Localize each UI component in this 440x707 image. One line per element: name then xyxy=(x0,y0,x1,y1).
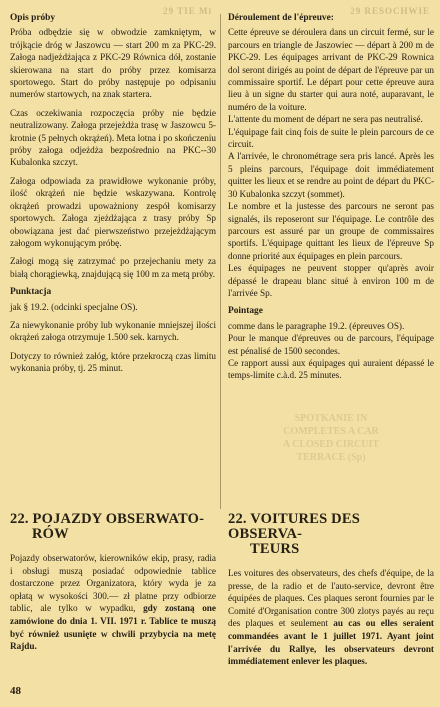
page-number: 48 xyxy=(10,685,21,697)
left-column-polish xyxy=(10,12,216,381)
right-column-french xyxy=(228,12,434,388)
bleed-through-right: 29 RESOCHWIE xyxy=(350,6,430,16)
section-title-pojazdy-obserwatorow: 22. POJAZDY OBSERWATO- RÓW xyxy=(10,511,205,542)
heading-pointage: Pointage xyxy=(228,306,263,317)
section-body: Pojazdy obserwatorów, kierowników ekip, prasy, radia i obsługi muszą posiadać odpowiednie tablice dostarczone przez Organizatora, który wyda je za opłatą w wysokości 300.— zł platne przy odbiorze tablic, ale tylko w wypadku, gdy zostaną one zamówione do dnia 1. VII. 1971 r. Tablice te muszą być również usunięte w chwili przybycia na metę Rajdu. xyxy=(10,553,216,652)
column-divider xyxy=(220,14,221,509)
section-22-polish xyxy=(10,512,216,659)
section-body-bold: au cas ou elles seraient commandées avant le 1 juillet 1971. Ayant joint l'arrivée du Rallye, les observateurs devront immédiatement enlever les plaques. xyxy=(228,618,434,667)
paragraph: comme dans le paragraphe 19.2. (épreuves OS). xyxy=(228,320,405,331)
section-body: Les voitures des observateurs, des chefs d'équipe, de la presse, de la radio et de l'auto-service, devront être équipées de plaques. Ces plaques seront fournies par le Comité d'Organisation contre 300 zlotys payés au reçu des plaques et seulement au cas ou elles seraient commandées avant le 1 juillet 1971. Ayant joint l'arrivée du Rallye, les observateurs devront immédiatement enlever les plaques. xyxy=(228,568,434,667)
heading-opis-proby: Opis próby xyxy=(10,13,56,23)
paragraph: L'attente du moment de départ ne sera pas neutralisé. xyxy=(228,114,423,125)
paragraph: Cette épreuve se déroulera dans un circuit fermé, sur le parcours en triangle de Jaszowiec — départ à 200 m de PKC-29. Les équipages arrivant de PKC-29 Rownica dol seront dirigés au point de départ de l'épreuve par un commissaire sportif. Le départ pour cette épreuve aura lieu à un signe du starter qui aura noté, auparavant, le numéro de la voiture. xyxy=(228,27,434,112)
bleed-through-left: 29 TIE Mi xyxy=(163,6,212,16)
bleed-through-ghost-text: SPOTKANIE IN COMPLETES A CAR A CLOSED CIRCUIT TERRACE (Sp) xyxy=(282,413,380,463)
paragraph: Le nombre et la justesse des parcours ne seront pas signalés, ils reposeront sur l'équipage. Le contrôle des parcours est assuré par un groupe de commissaires sportifs. L'équipage quittant les lieux de l'épreuve Sp donne priorité aux équipages en plein parcours. xyxy=(228,201,434,261)
section-22-french xyxy=(228,512,434,674)
paragraph: L'équipage fait cinq fois de suite le plein parcours de ce circuit. xyxy=(228,126,434,150)
paragraph: Załoga odpowiada za prawidłowe wykonanie próby, ilość okrążeń nie będzie wskazywana. Kontrolę okrążeń prowadzi upoważniony zespół komisarzy sportowych. Załoga zjeżdżająca z trasy próby Sp obowiązana jest dać pierwszeństwo przejeżdżającym załogom wykonującym próbę. xyxy=(10,175,216,248)
paragraph: Les équipages ne peuvent stopper qu'après avoir dépassé le drapeau blanc situé à environ 100 m de l'arrivée Sp. xyxy=(228,263,434,298)
paragraph: Dotyczy to również załóg, które przekroczą czas limitu wykonania próby, tj. 25 minut. xyxy=(10,350,216,374)
paragraph: Pour le manque d'épreuves ou de parcours, l'équipage est pénalisé de 1500 secondes. xyxy=(228,333,434,356)
paragraph: Załogi mogą się zatrzymać po przejechaniu mety za białą chorągiewką, znajdującą się 100 m za metą próby. xyxy=(10,256,216,279)
paragraph: jak § 19.2. (odcinki specjalne OS). xyxy=(10,301,138,312)
section-title-voitures-des-observateurs: 22. VOITURES DES OBSERVA- TEURS xyxy=(228,511,360,557)
heading-punktacja: Punktacja xyxy=(10,287,52,298)
paragraph: Za niewykonanie próby lub wykonanie mniejszej ilości okrążeń załoga otrzymuje 1.500 sek. karnych. xyxy=(10,319,216,343)
paragraph: Czas oczekiwania rozpoczęcia próby nie będzie neutralizowany. Załoga przejeżdża trasę w Jaszowcu 5-krotnie (5 pełnych okrążeń). Meta lotna i po skończeniu próby załoga odjeżdża bezpośrednio na PKC--30 Kubalonka szczyt. xyxy=(10,107,216,168)
heading-deroulement: Déroulement de l'épreuve: xyxy=(228,13,334,23)
section-body-bold: gdy zostaną one zamówione do dnia 1. VII. 1971 r. Tablice te muszą być również usunięte w chwili przybycia na metę Rajdu. xyxy=(10,603,216,652)
paragraph: Próba odbędzie się w obwodzie zamkniętym, w trójkącie dróg w Jaszowcu — start 200 m za PKC-29. Załoga nadjeżdżająca z PKC-29 Równica dół, zostanie skierowana na start do próby przez komisarza sportowego. Start do próby następuje po odpisaniu numerów startowych, na znak startera. xyxy=(10,27,216,100)
paragraph: A l'arrivée, le chronométrage sera pris lancé. Après les 5 pleins parcours, l'équipage doit immédiatement quitter les lieux et se rendre au point de départ du PKC-30 Kubalonka szczyt (sommet). xyxy=(228,151,434,199)
paragraph: Ce rapport aussi aux équipages qui auraient dépassé le temps-limite c.à.d. 25 minutes. xyxy=(228,357,434,381)
